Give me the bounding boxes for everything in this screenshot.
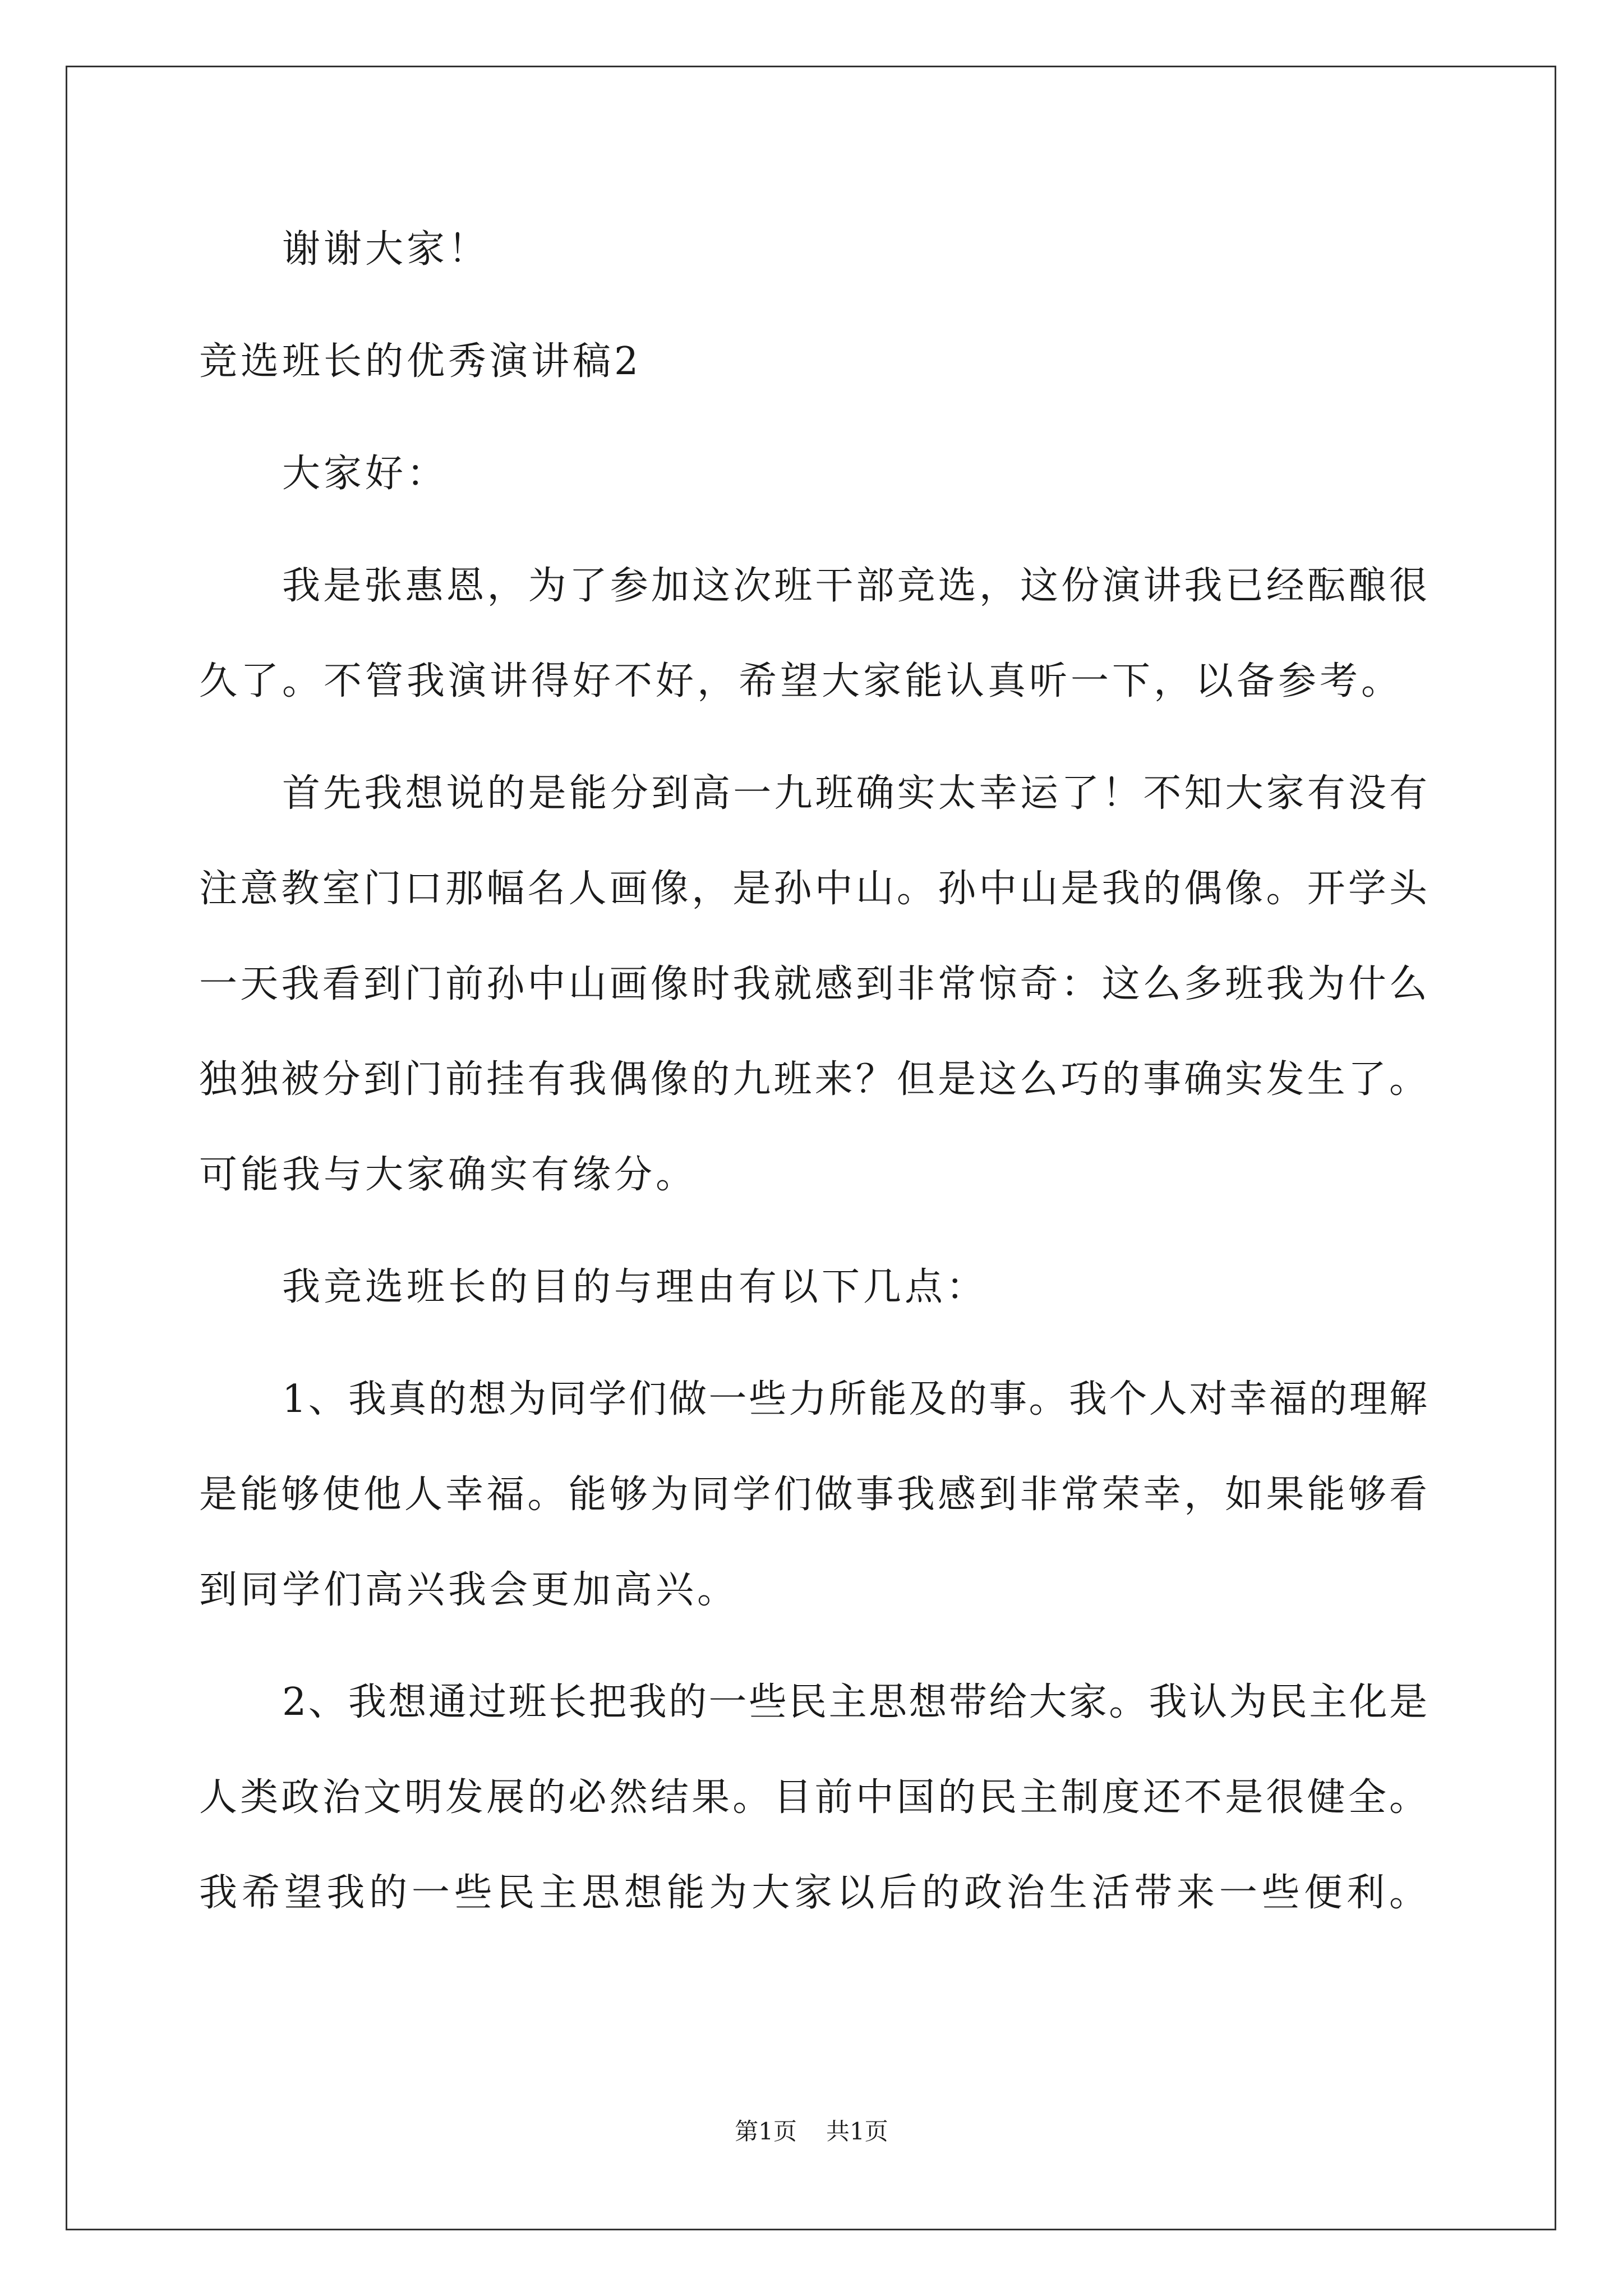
paragraph-line: 1、我真的想为同学们做一些力所能及的事。我个人对幸福的理解 — [282, 1377, 1427, 1421]
paragraph-line: 我希望我的一些民主思想能为大家以后的政治生活带来一些便利。 — [199, 1871, 1427, 1915]
page-count: 共1页 — [826, 2118, 888, 2145]
paragraph-line: 我是张惠恩，为了参加这次班干部竞选，这份演讲我已经酝酿很 — [282, 564, 1427, 608]
paragraph-line: 一天我看到门前孙中山画像时我就感到非常惊奇：这么多班我为什么 — [199, 962, 1427, 1006]
paragraph-line: 注意教室门口那幅名人画像，是孙中山。孙中山是我的偶像。开学头 — [199, 867, 1427, 911]
paragraph-line: 久了。不管我演讲得好不好，希望大家能认真听一下，以备参考。 — [199, 659, 1403, 703]
paragraph-line: 是能够使他人幸福。能够为同学们做事我感到非常荣幸，如果能够看 — [199, 1473, 1427, 1517]
page-footer — [0, 2115, 1623, 2148]
paragraph-line: 可能我与大家确实有缘分。 — [199, 1153, 698, 1197]
paragraph-line: 独独被分到门前挂有我偶像的九班来？但是这么巧的事确实发生了。 — [199, 1057, 1427, 1102]
section-title: 竞选班长的优秀演讲稿2 — [199, 339, 642, 384]
greeting: 大家好： — [282, 452, 449, 496]
paragraph-line: 首先我想说的是能分到高一九班确实太幸运了！不知大家有没有 — [282, 771, 1427, 816]
paragraph-line: 到同学们高兴我会更加高兴。 — [199, 1568, 739, 1612]
paragraph-line: 我竞选班长的目的与理由有以下几点： — [282, 1265, 988, 1309]
closing-line: 谢谢大家！ — [282, 227, 490, 272]
paragraph-line: 2、我想通过班长把我的一些民主思想带给大家。我认为民主化是 — [282, 1680, 1427, 1724]
page-number: 第1页 — [735, 2118, 797, 2145]
paragraph-line: 人类政治文明发展的必然结果。目前中国的民主制度还不是很健全。 — [199, 1775, 1427, 1820]
